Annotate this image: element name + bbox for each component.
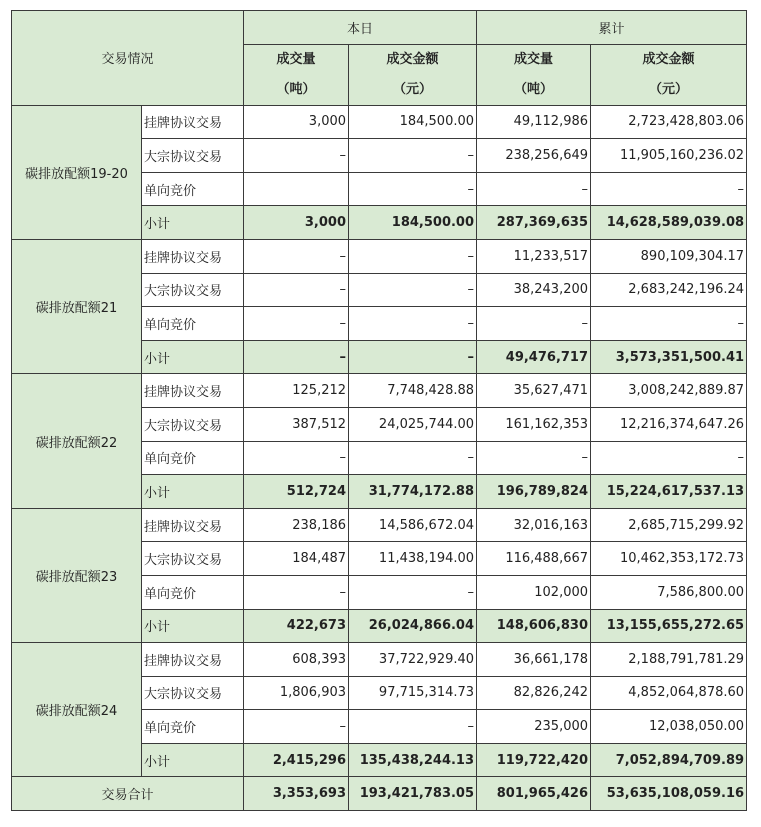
today-amount-cell: 37,722,929.40 [349,643,477,677]
cum-volume-cell: 238,256,649 [477,139,591,173]
subtotal-label: 小计 [142,340,244,374]
cum-amount-cell: 11,905,160,236.02 [591,139,747,173]
header-cum-amount-label: 成交金额 [642,51,695,67]
subtotal-cum-amount: 13,155,655,272.65 [591,609,747,643]
group-label: 碳排放配额22 [12,374,142,508]
today-volume-cell: – [244,239,349,273]
trade-type-cell: 挂牌协议交易 [142,374,244,408]
trade-type-cell: 单向竞价 [142,172,244,206]
trade-type-cell: 单向竞价 [142,441,244,475]
trade-type-cell: 单向竞价 [142,710,244,744]
table-row [12,643,747,677]
today-volume-cell: 125,212 [244,374,349,408]
header-today-volume-label: 成交量 [276,51,316,67]
header-today-volume-unit: （吨） [276,81,316,97]
cum-amount-cell: 12,216,374,647.26 [591,407,747,441]
cum-amount-cell: – [591,441,747,475]
cum-volume-cell: 116,488,667 [477,542,591,576]
subtotal-today-amount: 184,500.00 [349,206,477,240]
header-cum-volume-label: 成交量 [514,51,554,67]
cum-amount-cell: 2,723,428,803.06 [591,105,747,139]
subtotal-cum-amount: 14,628,589,039.08 [591,206,747,240]
header-today: 本日 [244,11,477,45]
subtotal-today-amount: 26,024,866.04 [349,609,477,643]
today-volume-cell: 184,487 [244,542,349,576]
header-cumulative: 累计 [477,11,747,45]
trade-type-cell: 单向竞价 [142,307,244,341]
trade-type-cell: 大宗协议交易 [142,676,244,710]
grand-total-label: 交易合计 [12,777,244,811]
today-amount-cell: 24,025,744.00 [349,407,477,441]
group-label: 碳排放配额19-20 [12,105,142,239]
today-volume-cell: 387,512 [244,407,349,441]
trade-type-cell: 大宗协议交易 [142,542,244,576]
table-row [12,105,747,139]
group-label: 碳排放配额24 [12,643,142,777]
today-volume-cell: – [244,441,349,475]
grand-total-cum-amount: 53,635,108,059.16 [591,777,747,811]
subtotal-cum-amount: 7,052,894,709.89 [591,743,747,777]
subtotal-label: 小计 [142,475,244,509]
header-cum-volume [477,44,591,105]
cum-amount-cell: 4,852,064,878.60 [591,676,747,710]
subtotal-today-volume: 422,673 [244,609,349,643]
trade-type-cell: 挂牌协议交易 [142,508,244,542]
today-amount-cell: – [349,239,477,273]
subtotal-cum-amount: 15,224,617,537.13 [591,475,747,509]
today-volume-cell [244,172,349,206]
grand-total-row [12,777,747,811]
cum-amount-cell: 7,586,800.00 [591,575,747,609]
trade-type-cell: 大宗协议交易 [142,273,244,307]
trade-type-cell: 大宗协议交易 [142,139,244,173]
header-trade-info: 交易情况 [12,11,244,106]
cum-volume-cell: 36,661,178 [477,643,591,677]
header-row-1 [12,11,747,45]
cum-volume-cell: 235,000 [477,710,591,744]
cum-amount-cell: 10,462,353,172.73 [591,542,747,576]
trade-type-cell: 单向竞价 [142,575,244,609]
cum-amount-cell: 3,008,242,889.87 [591,374,747,408]
today-amount-cell: 7,748,428.88 [349,374,477,408]
subtotal-cum-volume: 196,789,824 [477,475,591,509]
trade-type-cell: 挂牌协议交易 [142,643,244,677]
cum-volume-cell: 82,826,242 [477,676,591,710]
today-amount-cell: 184,500.00 [349,105,477,139]
subtotal-today-volume: 512,724 [244,475,349,509]
grand-total-today-volume: 3,353,693 [244,777,349,811]
subtotal-today-amount: – [349,340,477,374]
cum-volume-cell: 161,162,353 [477,407,591,441]
trade-summary-table [11,10,747,811]
today-amount-cell: 97,715,314.73 [349,676,477,710]
cum-amount-cell: 2,188,791,781.29 [591,643,747,677]
subtotal-today-amount: 31,774,172.88 [349,475,477,509]
today-amount-cell: 14,586,672.04 [349,508,477,542]
header-cum-amount [591,44,747,105]
today-volume-cell: – [244,575,349,609]
today-amount-cell: – [349,575,477,609]
cum-amount-cell: 2,683,242,196.24 [591,273,747,307]
group-label: 碳排放配额23 [12,508,142,642]
header-cum-volume-unit: （吨） [514,81,554,97]
table-row [12,508,747,542]
cum-volume-cell: 32,016,163 [477,508,591,542]
today-volume-cell: 1,806,903 [244,676,349,710]
table-row [12,374,747,408]
header-today-amount-unit: （元） [393,81,433,97]
today-volume-cell: 238,186 [244,508,349,542]
subtotal-cum-volume: 287,369,635 [477,206,591,240]
subtotal-cum-volume: 148,606,830 [477,609,591,643]
today-volume-cell: – [244,273,349,307]
cum-volume-cell: 11,233,517 [477,239,591,273]
subtotal-today-volume: 2,415,296 [244,743,349,777]
cum-amount-cell: 2,685,715,299.92 [591,508,747,542]
cum-amount-cell: – [591,172,747,206]
cum-volume-cell: 35,627,471 [477,374,591,408]
subtotal-cum-volume: 49,476,717 [477,340,591,374]
subtotal-label: 小计 [142,206,244,240]
cum-volume-cell: 102,000 [477,575,591,609]
today-amount-cell: 11,438,194.00 [349,542,477,576]
header-today-amount-label: 成交金额 [386,51,439,67]
subtotal-label: 小计 [142,743,244,777]
today-volume-cell: 608,393 [244,643,349,677]
today-amount-cell: – [349,307,477,341]
today-amount-cell: – [349,139,477,173]
subtotal-label: 小计 [142,609,244,643]
today-volume-cell: – [244,307,349,341]
group-label: 碳排放配额21 [12,239,142,373]
header-today-amount [349,44,477,105]
today-amount-cell: – [349,441,477,475]
subtotal-today-amount: 135,438,244.13 [349,743,477,777]
table-row [12,239,747,273]
cum-volume-cell: 38,243,200 [477,273,591,307]
today-amount-cell: – [349,172,477,206]
table-body [12,105,747,810]
today-volume-cell: 3,000 [244,105,349,139]
trade-type-cell: 挂牌协议交易 [142,239,244,273]
trade-type-cell: 大宗协议交易 [142,407,244,441]
grand-total-today-amount: 193,421,783.05 [349,777,477,811]
header-today-volume [244,44,349,105]
trade-type-cell: 挂牌协议交易 [142,105,244,139]
today-volume-cell: – [244,710,349,744]
header-cum-amount-unit: （元） [649,81,689,97]
grand-total-cum-volume: 801,965,426 [477,777,591,811]
cum-volume-cell: – [477,307,591,341]
subtotal-cum-amount: 3,573,351,500.41 [591,340,747,374]
today-amount-cell: – [349,273,477,307]
subtotal-today-volume: 3,000 [244,206,349,240]
subtotal-cum-volume: 119,722,420 [477,743,591,777]
subtotal-today-volume: – [244,340,349,374]
cum-amount-cell: – [591,307,747,341]
cum-amount-cell: 890,109,304.17 [591,239,747,273]
today-volume-cell: – [244,139,349,173]
cum-volume-cell: – [477,172,591,206]
cum-volume-cell: 49,112,986 [477,105,591,139]
cum-amount-cell: 12,038,050.00 [591,710,747,744]
cum-volume-cell: – [477,441,591,475]
today-amount-cell: – [349,710,477,744]
